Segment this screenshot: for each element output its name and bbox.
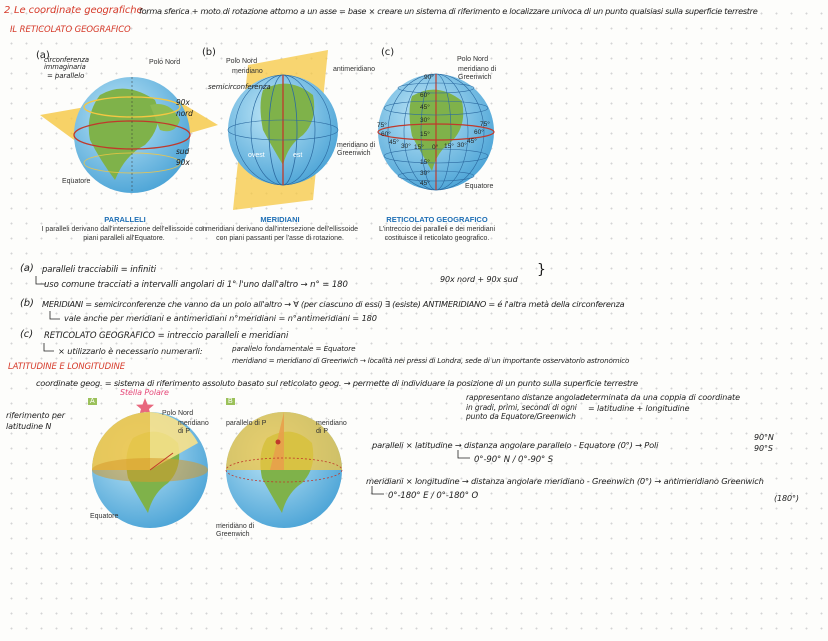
subtitle-latitudine: LATITUDINE E LONGITUDINE bbox=[8, 362, 126, 372]
deg-n-45: 45° bbox=[420, 104, 430, 111]
deg-row-75w: 75° bbox=[377, 122, 387, 129]
caption-text-meridiani: I meridiani derivano dall'intersezione dell'ellissoide con piani passanti per l'asse di rotazione. bbox=[202, 226, 358, 242]
subtitle-reticolato: IL RETICOLATO GEOGRAFICO bbox=[10, 25, 131, 35]
deg-row-30w: 30° bbox=[401, 143, 411, 150]
note-a-sub: uso comune tracciati a intervalli angolari di 1° l'uno dall'altro → n° = 180 bbox=[44, 280, 348, 290]
label-equatore-c: Equatore bbox=[465, 183, 494, 190]
page-title: Le coordinate geografiche bbox=[14, 5, 143, 16]
note-c-branch2: meridiano = meridiano di Greenwich → località nei pressi di Londra, sede di un importante osservatorio astronomico bbox=[232, 356, 630, 365]
label-est: est bbox=[293, 152, 303, 159]
note-riferimento: riferimento per latitudine N bbox=[6, 411, 65, 431]
long-range: 0°-180° E / 0°-180° O bbox=[388, 491, 479, 501]
label-polo-nord-c: Polo Nord bbox=[457, 56, 489, 63]
note-parallelo: = parallelo bbox=[47, 72, 85, 80]
fig2-equatore: Equatore bbox=[90, 513, 119, 520]
deg-row-60w: 60° bbox=[381, 131, 391, 138]
deg-n-60: 60° bbox=[420, 92, 430, 99]
note-circonferenza: circonferenza immaginaria bbox=[44, 56, 89, 71]
deg-row-30e: 30° bbox=[457, 142, 467, 149]
label-antimeridiano: antimeridiano bbox=[333, 66, 376, 73]
fig2-label-a: A bbox=[90, 398, 95, 405]
deg-row-45w: 45° bbox=[389, 139, 399, 146]
poli-90n: 90°N bbox=[754, 433, 774, 442]
fig2-greenwich: meridiano di Greenwich bbox=[216, 523, 255, 538]
note-90-nord: 90x nord bbox=[176, 98, 193, 118]
label-polo-nord-b: Polo Nord bbox=[226, 58, 258, 65]
arrow-icon bbox=[34, 276, 48, 288]
deg-n-15: 15° bbox=[420, 131, 430, 138]
label-stella-polare: Stella Polare bbox=[120, 388, 169, 397]
label-greenwich-c: meridiano di Greenwich bbox=[458, 66, 497, 81]
paralleli-latitudine: paralleli × latitudine → distanza angolare parallelo - Equatore (0°) → Poli bbox=[372, 440, 659, 450]
fig2-label-b: B bbox=[228, 398, 233, 405]
deg-s-30: 30° bbox=[420, 170, 430, 177]
deg-row-0: 0° bbox=[432, 144, 439, 151]
note-c-label: (c) bbox=[20, 329, 34, 340]
note-c-text: RETICOLATO GEOGRAFICO = intreccio paralleli e meridiani bbox=[44, 331, 289, 341]
fig-letter-c: (c) bbox=[381, 47, 395, 58]
meridiani-longitudine: meridiani × longitudine → distanza angolare meridiano - Greenwich (0°) → antimeridiano Greenwich bbox=[366, 476, 764, 486]
arrow-icon bbox=[370, 486, 386, 498]
fig2-polo-nord: Polo Nord bbox=[162, 410, 194, 417]
section-number: 2 bbox=[4, 5, 11, 16]
fig2-meridiano-p-a: meridiano di P bbox=[178, 420, 209, 435]
note-a-side: 90x nord + 90x sud bbox=[440, 275, 518, 284]
arrow-icon bbox=[42, 343, 56, 355]
note-a-text: paralleli tracciabili = infiniti bbox=[42, 265, 156, 275]
arrow-icon bbox=[48, 311, 62, 323]
poli-90s: 90°S bbox=[754, 444, 773, 453]
note-a-label: (a) bbox=[20, 263, 34, 274]
deg-s-45: 45° bbox=[420, 180, 430, 187]
note-c-branch1: parallelo fondamentale = Equatore bbox=[232, 344, 356, 353]
deg-row-60e: 60° bbox=[474, 129, 484, 136]
label-greenwich-b: meridiano di Greenwich bbox=[337, 142, 376, 157]
note-semicirconferenza: semicirconferenza bbox=[208, 83, 271, 91]
lat-range: 0°-90° N / 0°-90° S bbox=[474, 455, 554, 465]
antimer-180: (180°) bbox=[774, 494, 799, 503]
note-b-label: (b) bbox=[20, 298, 34, 309]
fig-letter-b: (b) bbox=[202, 47, 216, 58]
caption-text-paralleli: I paralleli derivano dall'intersezione dell'ellissoide con piani paralleli all'Equatore. bbox=[41, 226, 207, 242]
fig-letter-a: (a) bbox=[36, 50, 50, 61]
intro-text: forma sferica + moto di rotazione attorno a un asse = base × creare un sistema di riferimento e localizzare univoca di un punto qualsiasi sulla superficie terrestre bbox=[139, 6, 758, 16]
deg-row-15e: 15° bbox=[444, 143, 454, 150]
caption-text-reticolato: L'intreccio dei paralleli e dei meridiani costituisce il reticolato geografico. bbox=[378, 226, 496, 242]
note-lat-long: = latitudine + longitudine bbox=[588, 404, 690, 413]
fig2-parallelo-p: parallelo di P bbox=[226, 420, 267, 427]
deg-n-30: 30° bbox=[420, 117, 430, 124]
deg-n-90: 90° bbox=[424, 74, 434, 81]
caption-title-paralleli: PARALLELI bbox=[104, 215, 146, 224]
label-polo-nord-a: Polo Nord bbox=[149, 59, 181, 66]
note-90-sud: sud 90x bbox=[176, 147, 190, 167]
caption-title-reticolato: RETICOLATO GEOGRAFICO bbox=[386, 215, 488, 224]
label-ovest: ovest bbox=[248, 152, 265, 159]
label-meridiano-b: meridiano bbox=[232, 68, 263, 75]
deg-row-45e: 45° bbox=[467, 138, 477, 145]
section2-line1: coordinate geog. = sistema di riferimento assoluto basato sul reticolato geog. → permette di individuare la posizione di un punto sulla superficie terrestre bbox=[36, 378, 638, 388]
deg-row-15w: 15° bbox=[414, 144, 424, 151]
caption-title-meridiani: MERIDIANI bbox=[260, 215, 300, 224]
label-equatore-a: Equatore bbox=[62, 178, 91, 185]
arrow-icon bbox=[456, 450, 472, 462]
note-c-sub: × utilizzarlo è necessario numerarli: bbox=[58, 346, 203, 356]
fig2-meridiano-p-b: meridiano di P bbox=[316, 420, 347, 435]
brace-icon: } bbox=[537, 262, 546, 278]
note-rappresentano: rappresentano distanze angolari in gradi, primi, secondi di ogni punto da Equatore/Greenwich bbox=[466, 393, 585, 421]
deg-row-75e: 75° bbox=[480, 121, 490, 128]
note-b-sub: vale anche per meridiani e antimeridiani n°meridiani = n°antimeridiani = 180 bbox=[64, 313, 377, 323]
deg-s-15: 15° bbox=[420, 159, 430, 166]
note-determinata: determinata da una coppia di coordinate bbox=[580, 393, 740, 402]
note-b-text: MERIDIANI = semicirconferenze che vanno da un polo all'altro → ∀ (per ciascuno di essi) ∃ (esiste) ANTIMERIDIANO = é l'altra metà della circonferenza bbox=[42, 299, 625, 309]
